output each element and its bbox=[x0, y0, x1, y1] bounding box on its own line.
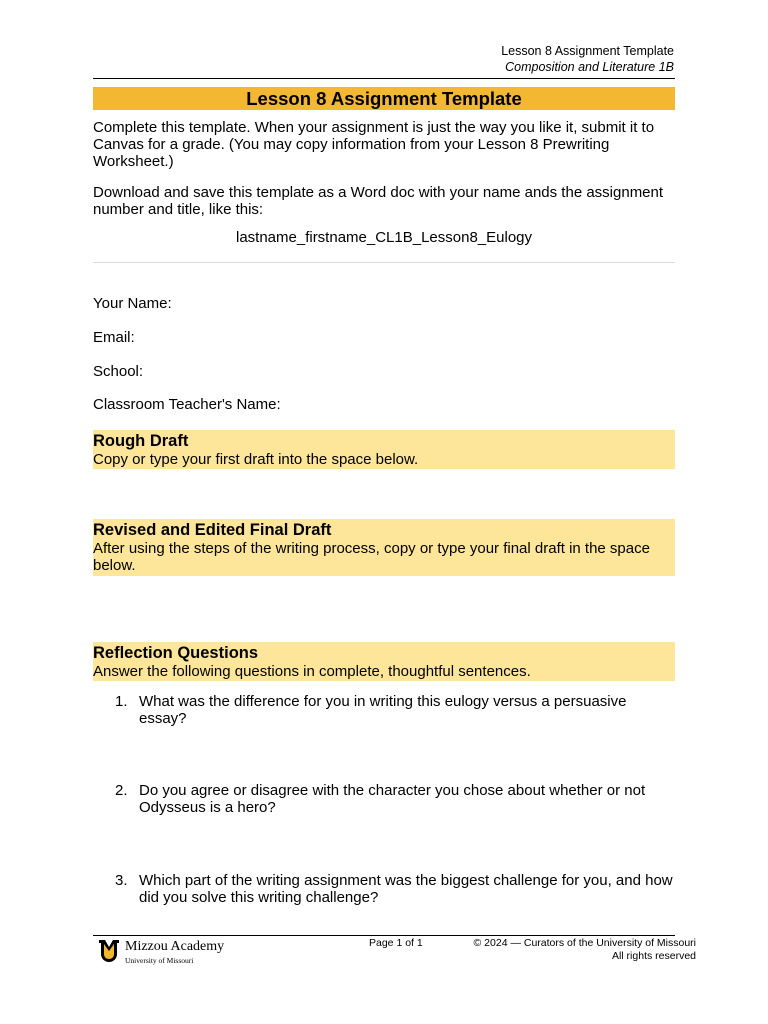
teacher-name-label: Classroom Teacher's Name: bbox=[93, 396, 281, 413]
final-draft-heading: Revised and Edited Final Draft bbox=[93, 521, 332, 539]
intro-paragraph: Complete this template. When your assignment is just the way you like it, submit it to Canvas for a grade. (You may copy information from your Lesson 8 Prewriting Worksheet.) bbox=[93, 119, 655, 170]
rough-draft-section bbox=[93, 430, 675, 469]
question-2 bbox=[115, 782, 675, 816]
mizzou-logo-icon bbox=[98, 939, 120, 963]
question-text: Do you agree or disagree with the character you chose about whether or not Odysseus is a hero? bbox=[139, 782, 646, 816]
header-title: Lesson 8 Assignment Template bbox=[501, 44, 674, 58]
filename-example: lastname_firstname_CL1B_Lesson8_Eulogy bbox=[235, 229, 532, 246]
page-number: Page 1 of 1 bbox=[369, 937, 423, 949]
question-text: Which part of the writing assignment was the biggest challenge for you, and how did you solve this writing challenge? bbox=[139, 872, 673, 906]
save-instructions: Download and save this template as a Word doc with your name ands the assignment number and title, like this: bbox=[93, 184, 664, 218]
rough-draft-heading: Rough Draft bbox=[93, 432, 189, 450]
final-draft-instruction: After using the steps of the writing process, copy or type your final draft in the space below. bbox=[93, 540, 650, 574]
copyright bbox=[474, 937, 696, 963]
rough-draft-instruction: Copy or type your first draft into the space below. bbox=[93, 451, 419, 468]
logo-subtitle: University of Missouri bbox=[125, 956, 194, 965]
question-1 bbox=[115, 693, 675, 727]
reflection-instruction: Answer the following questions in complete, thoughtful sentences. bbox=[93, 663, 531, 680]
reflection-section bbox=[93, 642, 675, 681]
rights-line: All rights reserved bbox=[611, 950, 696, 962]
final-draft-section bbox=[93, 519, 675, 576]
question-number: 2. bbox=[115, 782, 128, 799]
question-text: What was the difference for you in writing this eulogy versus a persuasive essay? bbox=[139, 693, 627, 727]
email-label: Email: bbox=[93, 329, 135, 346]
your-name-label: Your Name: bbox=[93, 295, 172, 312]
reflection-heading: Reflection Questions bbox=[93, 644, 259, 662]
school-label: School: bbox=[93, 363, 144, 380]
header-divider bbox=[93, 78, 675, 79]
logo-name: Mizzou Academy bbox=[125, 939, 225, 954]
page-header bbox=[501, 43, 674, 75]
question-3 bbox=[115, 872, 675, 906]
question-number: 1. bbox=[115, 693, 128, 710]
section-divider bbox=[93, 262, 675, 263]
header-course: Composition and Literature 1B bbox=[505, 60, 674, 74]
title-band bbox=[93, 87, 675, 110]
copyright-line: © 2024 — Curators of the University of Missouri bbox=[473, 937, 696, 949]
question-number: 3. bbox=[115, 872, 128, 889]
footer-divider bbox=[93, 935, 675, 936]
document-title: Lesson 8 Assignment Template bbox=[246, 88, 522, 109]
